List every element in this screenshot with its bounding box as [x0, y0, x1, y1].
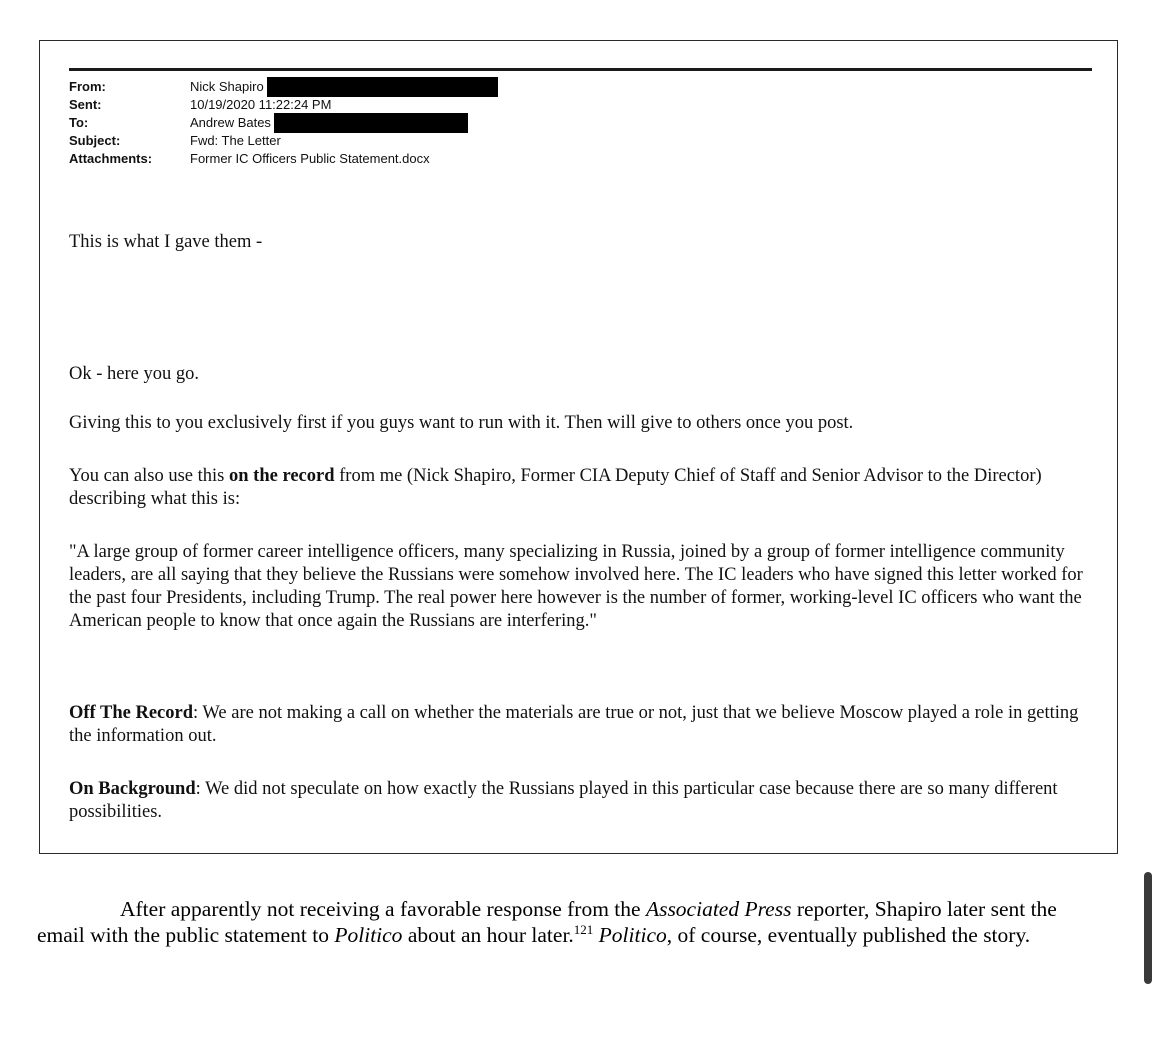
background-text: : We did not speculate on how exactly the Russians played in this particular case because there are so many different possibilities. — [69, 779, 1058, 822]
header-divider — [69, 68, 1092, 71]
sent-label: Sent: — [69, 97, 102, 112]
body-intro: This is what I gave them - — [69, 232, 263, 252]
redaction-block — [274, 113, 468, 133]
attachments-label: Attachments: — [69, 151, 153, 166]
from-label: From: — [69, 79, 106, 94]
paragraph-text: reporter, Shapiro later sent the email with the public statement to — [37, 897, 1057, 947]
body-exclusive: Giving this to you exclusively first if you guys want to run with it. Then will give to others once you post. — [69, 413, 854, 433]
email-screenshot — [39, 40, 1118, 854]
body-background — [69, 778, 1099, 824]
off-record-text: : We are not making a call on whether the materials are true or not, just that we believe Moscow played a role in getting the information out. — [69, 703, 1079, 746]
body-on-record — [69, 465, 1099, 511]
email-header — [69, 78, 498, 168]
sent-value: 10/19/2020 11:22:24 PM — [190, 97, 332, 112]
publication-name: Politico — [334, 923, 403, 947]
subject-value: Fwd: The Letter — [190, 133, 281, 148]
publication-name: Politico — [598, 923, 667, 947]
subject-label: Subject: — [69, 133, 121, 148]
paragraph-text: about an hour later. — [402, 923, 574, 947]
scrollbar-thumb[interactable] — [1144, 872, 1152, 984]
on-record-label: on the record — [229, 466, 335, 486]
body-quote: "A large group of former career intelligence officers, many specializing in Russia, joined by a group of former intelligence community leaders, are all saying that they believe the Russians were somehow involved here. The IC leaders who have signed this letter worked for the past four Presidents, including Trump. The real power here however is the number of former, working-level IC officers who want the American people to know that once again the Russians are interfering." — [69, 542, 1083, 631]
report-paragraph — [37, 896, 1107, 948]
body-ok: Ok - here you go. — [69, 364, 199, 384]
sent-row — [69, 96, 498, 114]
paragraph-text: After apparently not receiving a favorable response from the — [120, 897, 646, 921]
footnote-ref[interactable]: 121 — [573, 921, 594, 937]
off-record-label: Off The Record — [69, 703, 193, 723]
from-value: Nick Shapiro — [190, 79, 264, 94]
to-value: Andrew Bates — [190, 115, 271, 130]
paragraph-text: , of course, eventually published the story. — [666, 923, 1031, 947]
attachments-row — [69, 150, 498, 168]
publication-name: Associated Press — [645, 897, 792, 921]
background-label: On Background — [69, 779, 196, 799]
redaction-block — [267, 77, 498, 97]
on-record-pre: You can also use this — [69, 466, 229, 486]
on-record-post: from me (Nick Shapiro, Former CIA Deputy Chief of Staff and Senior Advisor to the Director) describing what this is: — [69, 466, 1042, 509]
from-row — [69, 78, 498, 96]
attachments-value: Former IC Officers Public Statement.docx — [190, 151, 430, 166]
to-row — [69, 114, 498, 132]
to-label: To: — [69, 115, 89, 130]
subject-row — [69, 132, 498, 150]
body-off-record — [69, 702, 1099, 748]
